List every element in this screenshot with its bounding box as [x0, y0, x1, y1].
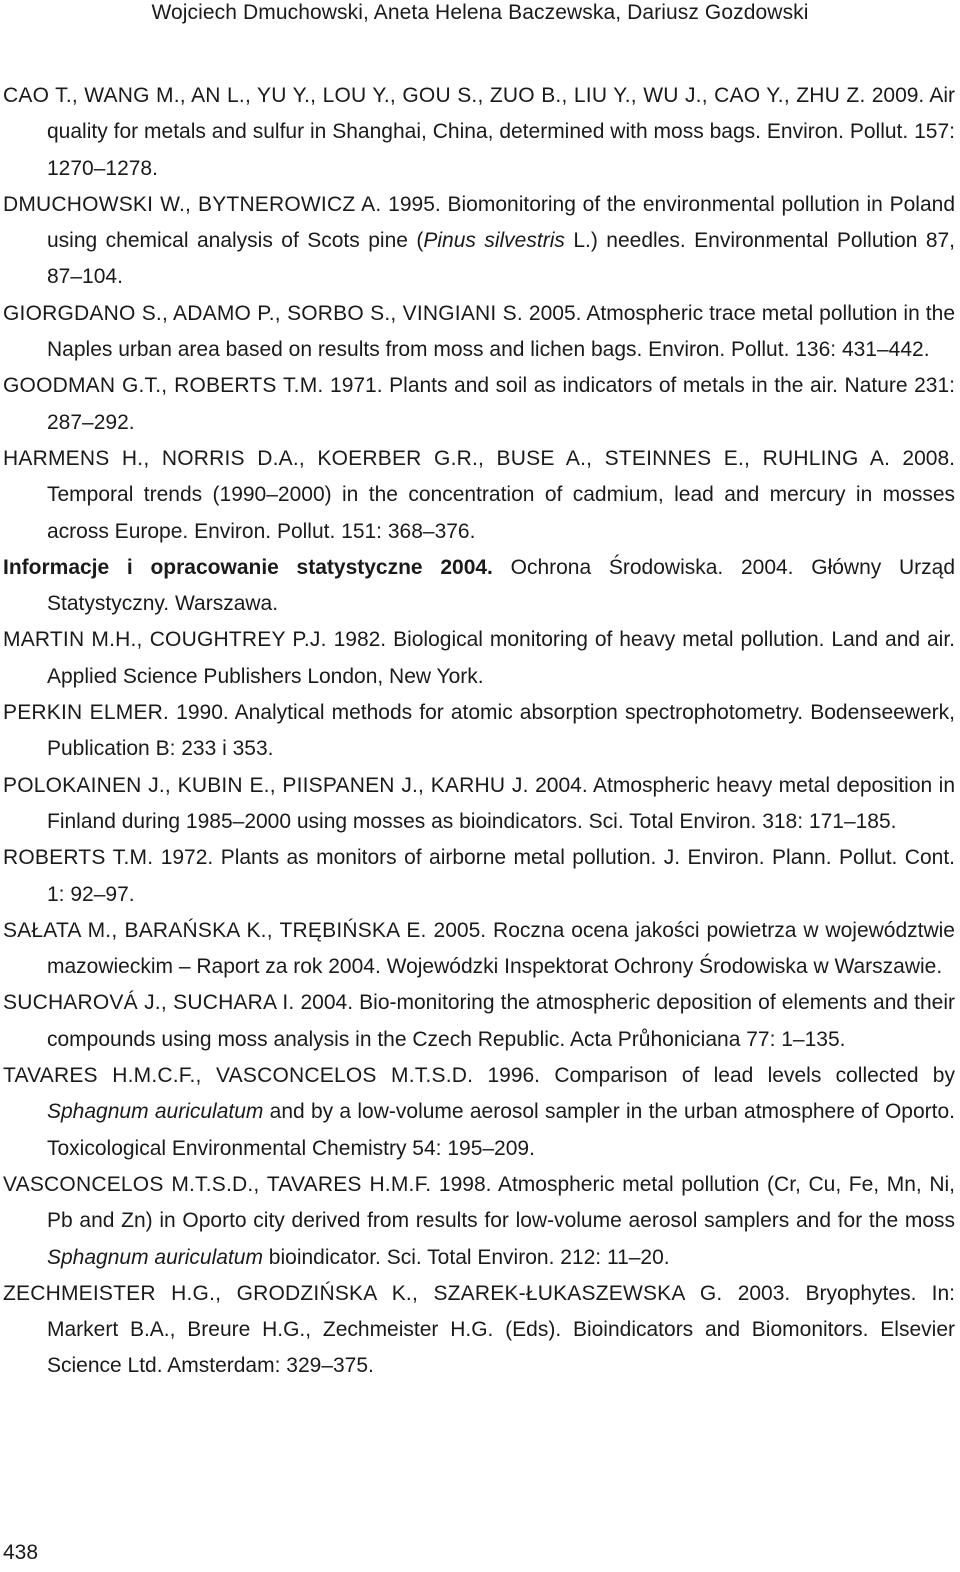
reference-polokainen-2004: [3, 768, 955, 841]
reference-harmens-2008: [3, 441, 955, 550]
reference-goodman-1971: [3, 368, 955, 441]
ref-year: 1998.: [438, 1172, 492, 1196]
ref-text: Biomonitoring of the environmental pollution in Poland using chemical analysis of Scots pine (: [47, 192, 956, 253]
reference-informacje-2004: [3, 550, 955, 623]
running-head: Wojciech Dmuchowski, Aneta Helena Baczewska, Dariusz Gozdowski: [151, 1, 809, 24]
ref-year: 1982.: [333, 628, 387, 652]
ref-authors: POLOKAINEN J., KUBIN E., PIISPANEN J., KARHU J.: [3, 773, 529, 797]
reference-perkin-elmer-1990: [3, 695, 955, 768]
ref-bold-title: Informacje i opracowanie statystyczne 2004.: [3, 555, 493, 579]
ref-authors: HARMENS H., NORRIS D.A., KOERBER G.R., BUSE A., STEINNES E., RUHLING A.: [3, 446, 891, 470]
ref-year: 2005.: [528, 301, 582, 325]
ref-year: 2009.: [871, 84, 925, 107]
ref-text: Air quality for metals and sulfur in Shanghai, China, determined with moss bags. Environ. Pollut. 157: 1270–1278.: [47, 84, 956, 180]
ref-year: 2005.: [433, 918, 487, 942]
reference-giorgdano-2005: [3, 296, 955, 369]
ref-text: Atmospheric trace metal pollution in the Naples urban area based on results from moss and lichen bags. Environ. Pollut. 136: 431–442.: [47, 301, 955, 362]
ref-species: Sphagnum auriculatum: [47, 1100, 264, 1124]
ref-year: 1990.: [176, 701, 229, 725]
ref-text: Temporal trends (1990–2000) in the concentration of cadmium, lead and mercury in mosses across Europe. Environ. Pollut. 151: 368–376.: [47, 483, 955, 543]
ref-authors: GIORGDANO S., ADAMO P., SORBO S., VINGIANI S.: [3, 301, 523, 325]
reference-zechmeister-2003: [3, 1276, 955, 1385]
reference-sucharova-2004: [3, 985, 955, 1058]
ref-authors: VASCONCELOS M.T.S.D., TAVARES H.M.F.: [3, 1172, 432, 1196]
ref-authors: ZECHMEISTER H.G., GRODZIŃSKA K., SZAREK-ŁUKASZEWSKA G.: [3, 1281, 723, 1305]
ref-text: Comparison of lead levels collected by: [554, 1064, 955, 1088]
ref-year: 1995.: [388, 192, 441, 216]
ref-year: 2003.: [737, 1281, 791, 1305]
ref-year: 2004.: [535, 773, 588, 797]
ref-text: Plants as monitors of airborne metal pollution. J. Environ. Plann. Pollut. Cont. 1: 92–97.: [47, 846, 955, 906]
ref-text: Plants and soil as indicators of metals in the air. Nature 231: 287–292.: [47, 374, 956, 434]
ref-authors: CAO T., WANG M., AN L., YU Y., LOU Y., GOU S., ZUO B., LIU Y., WU J., CAO Y., ZHU Z.: [3, 84, 866, 107]
ref-authors: GOODMAN G.T., ROBERTS T.M.: [3, 374, 324, 398]
ref-year: 2004.: [300, 991, 354, 1015]
reference-vasconcelos-1998: [3, 1167, 955, 1276]
ref-text: Analytical methods for atomic absorption spectrophotometry. Bodenseewerk, Publication B: 233 i 353.: [47, 701, 955, 761]
ref-text: Atmospheric metal pollution (Cr, Cu, Fe, Mn, Ni, Pb and Zn) in Oporto city derived from results for low-volume aerosol samplers and for the moss: [47, 1172, 955, 1233]
ref-year: 1972.: [160, 846, 214, 870]
ref-year: 1971.: [330, 374, 383, 398]
ref-year: 2008.: [902, 446, 955, 470]
ref-authors: PERKIN ELMER.: [3, 701, 170, 725]
ref-authors: TAVARES H.M.C.F., VASCONCELOS M.T.S.D.: [3, 1064, 474, 1088]
reference-martin-1982: [3, 622, 955, 695]
reference-list: [3, 78, 955, 1385]
page-number: 438: [3, 1541, 39, 1564]
reference-cao-2009: [3, 78, 955, 187]
ref-species: Pinus silvestris: [423, 229, 565, 253]
reference-salata-2005: [3, 913, 955, 986]
ref-text: Roczna ocena jakości powietrza w województwie mazowieckim – Raport za rok 2004. Wojewódzki Inspektorat Ochrony Środowiska w Warszawie.: [47, 918, 955, 979]
ref-year: 1996.: [487, 1064, 541, 1088]
ref-text: Biological monitoring of heavy metal pollution. Land and air. Applied Science Publishers London, New York.: [47, 628, 956, 688]
reference-dmuchowski-1995: [3, 187, 955, 296]
ref-authors: SUCHAROVÁ J., SUCHARA I.: [3, 991, 295, 1015]
reference-tavares-1996: [3, 1058, 955, 1167]
ref-text-after: and by a low-volume aerosol sampler in the urban atmosphere of Oporto. Toxicological Environmental Chemistry 54: 195–209.: [47, 1100, 955, 1160]
reference-roberts-1972: [3, 840, 955, 913]
ref-authors: DMUCHOWSKI W., BYTNEROWICZ A.: [3, 192, 382, 216]
ref-text: Ochrona Środowiska. 2004. Główny Urząd Statystyczny. Warszawa.: [47, 555, 955, 616]
ref-species: Sphagnum auriculatum: [47, 1245, 263, 1269]
ref-authors: ROBERTS T.M.: [3, 846, 154, 870]
ref-text-after: L.) needles. Environmental Pollution 87, 87–104.: [47, 229, 956, 289]
ref-authors: MARTIN M.H., COUGHTREY P.J.: [3, 628, 327, 652]
ref-text: Bio-monitoring the atmospheric deposition of elements and their compounds using moss analysis in the Czech Republic. Acta Průhoniciana 77: 1–135.: [47, 991, 955, 1051]
ref-text: Bryophytes. In: Markert B.A., Breure H.G., Zechmeister H.G. (Eds). Bioindicators and Biomonitors. Elsevier Science Ltd. Amsterdam: 329–375.: [47, 1281, 955, 1378]
ref-text: Atmospheric heavy metal deposition in Finland during 1985–2000 using mosses as bioindicators. Sci. Total Environ. 318: 171–185.: [47, 773, 956, 833]
ref-text-after: bioindicator. Sci. Total Environ. 212: 11–20.: [262, 1245, 670, 1269]
ref-authors: SAŁATA M., BARAŃSKA K., TRĘBIŃSKA E.: [3, 918, 427, 942]
